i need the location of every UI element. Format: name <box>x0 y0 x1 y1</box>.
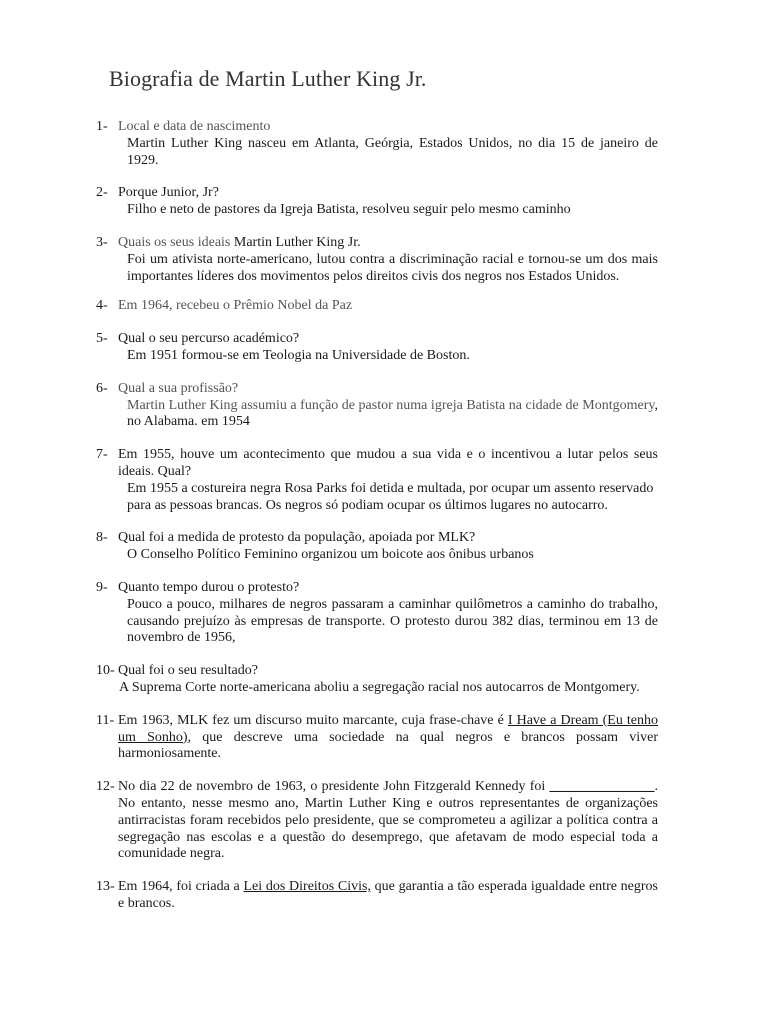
item-answer: Em 1955 a costureira negra Rosa Parks foi detida e multada, por ocupar um assento reservado para as pessoas brancas. Os negros só podiam ocupar os últimos lugares no autocarro. <box>127 480 654 513</box>
fill-in-blank: _______________ <box>549 779 655 795</box>
list-item <box>96 713 658 763</box>
item-number: 7- <box>96 447 108 463</box>
item-number: 6- <box>96 380 108 396</box>
item-question: Qual foi a medida de protesto da população, apoiada por MLK? <box>118 530 476 546</box>
list-item <box>96 119 658 169</box>
item-question: No dia 22 de novembro de 1963, o presidente John Fitzgerald Kennedy foi _______________. No entanto, nesse mesmo ano, Martin Luther King e outros representantes de organizações antirracistas foram recebidos pelo presidente, que se comprometeu a agilizar a política contra a segregação nas escolas e a questão do desemprego, que afetavam de modo especial toda a comunidade negra. <box>118 779 658 862</box>
item-question: Em 1964, foi criada a Lei dos Direitos Civis, que garantia a tão esperada igualdade entre negros e brancos. <box>118 879 658 911</box>
list-item <box>96 298 658 315</box>
item-number: 5- <box>96 331 108 347</box>
item-answer: Pouco a pouco, milhares de negros passaram a caminhar quilômetros a caminho do trabalho, causando prejuízo às empresas de transporte. O protesto durou 382 dias, terminou em 13 de novembro de 1956, <box>127 596 658 646</box>
item-answer: A Suprema Corte norte-americana aboliu a segregação racial nos autocarros de Montgomery. <box>119 679 640 695</box>
list-item <box>96 447 658 514</box>
item-answer: Filho e neto de pastores da Igreja Batista, resolveu seguir pelo mesmo caminho <box>127 202 571 218</box>
item-answer: Martin Luther King assumiu a função de pastor numa igreja Batista na cidade de Montgomery, no Alabama. em 1954 <box>127 397 658 430</box>
dream-link[interactable]: I Have a Dream (Eu tenho um Sonho) <box>118 712 658 745</box>
item-number: 9- <box>96 579 108 595</box>
list-item <box>96 580 658 647</box>
item-answer: Foi um ativista norte-americano, lutou contra a discriminação racial e tornou-se um dos mais importantes líderes dos movimentos pelos direitos civis dos negros nos Estados Unidos. <box>127 251 658 284</box>
list-item <box>96 331 658 365</box>
item-number: 12- <box>96 779 115 795</box>
item-answer: Em 1951 formou-se em Teologia na Universidade de Boston. <box>127 347 470 363</box>
item-number: 10- <box>96 663 115 679</box>
item-number: 2- <box>96 185 108 201</box>
item-number: 11- <box>96 712 115 728</box>
page-title: Biografia de Martin Luther King Jr. <box>109 66 427 91</box>
item-number: 13- <box>96 879 115 895</box>
item-number: 3- <box>96 234 108 250</box>
list-item <box>96 779 658 863</box>
item-question: Em 1963, MLK fez um discurso muito marcante, cuja frase-chave é I Have a Dream (Eu tenho um Sonho), que descreve uma sociedade na qual negros e brancos possam viver harmoniosamente. <box>118 712 659 762</box>
civil-rights-link[interactable]: Lei dos Direitos Civis, <box>243 879 371 895</box>
item-question: Qual o seu percurso académico? <box>118 331 300 347</box>
item-question: Quais os seus ideais Martin Luther King Jr. <box>118 234 361 250</box>
item-answer: O Conselho Político Feminino organizou um boicote aos ônibus urbanos <box>127 547 534 563</box>
item-answer: Martin Luther King nasceu em Atlanta, Geórgia, Estados Unidos, no dia 15 de janeiro de 1929. <box>127 135 658 168</box>
item-number: 1- <box>96 119 108 134</box>
list-item <box>96 663 658 697</box>
item-number: 4- <box>96 298 108 314</box>
list-item <box>96 879 658 913</box>
item-question: Em 1955, houve um acontecimento que mudou a sua vida e o incentivou a lutar pelos seus ideais. Qual? <box>118 447 658 479</box>
item-number: 8- <box>96 530 108 546</box>
list-item <box>96 530 658 564</box>
item-question: Qual a sua profissão? <box>118 380 239 396</box>
question-list <box>96 119 658 913</box>
item-question: Em 1964, recebeu o Prêmio Nobel da Paz <box>118 298 353 314</box>
item-question: Qual foi o seu resultado? <box>118 663 258 679</box>
item-question: Porque Junior, Jr? <box>118 185 219 201</box>
list-item <box>96 185 658 219</box>
list-item <box>96 235 658 285</box>
item-question: Local e data de nascimento <box>118 119 271 134</box>
item-question: Quanto tempo durou o protesto? <box>118 579 300 595</box>
list-item <box>96 381 658 431</box>
